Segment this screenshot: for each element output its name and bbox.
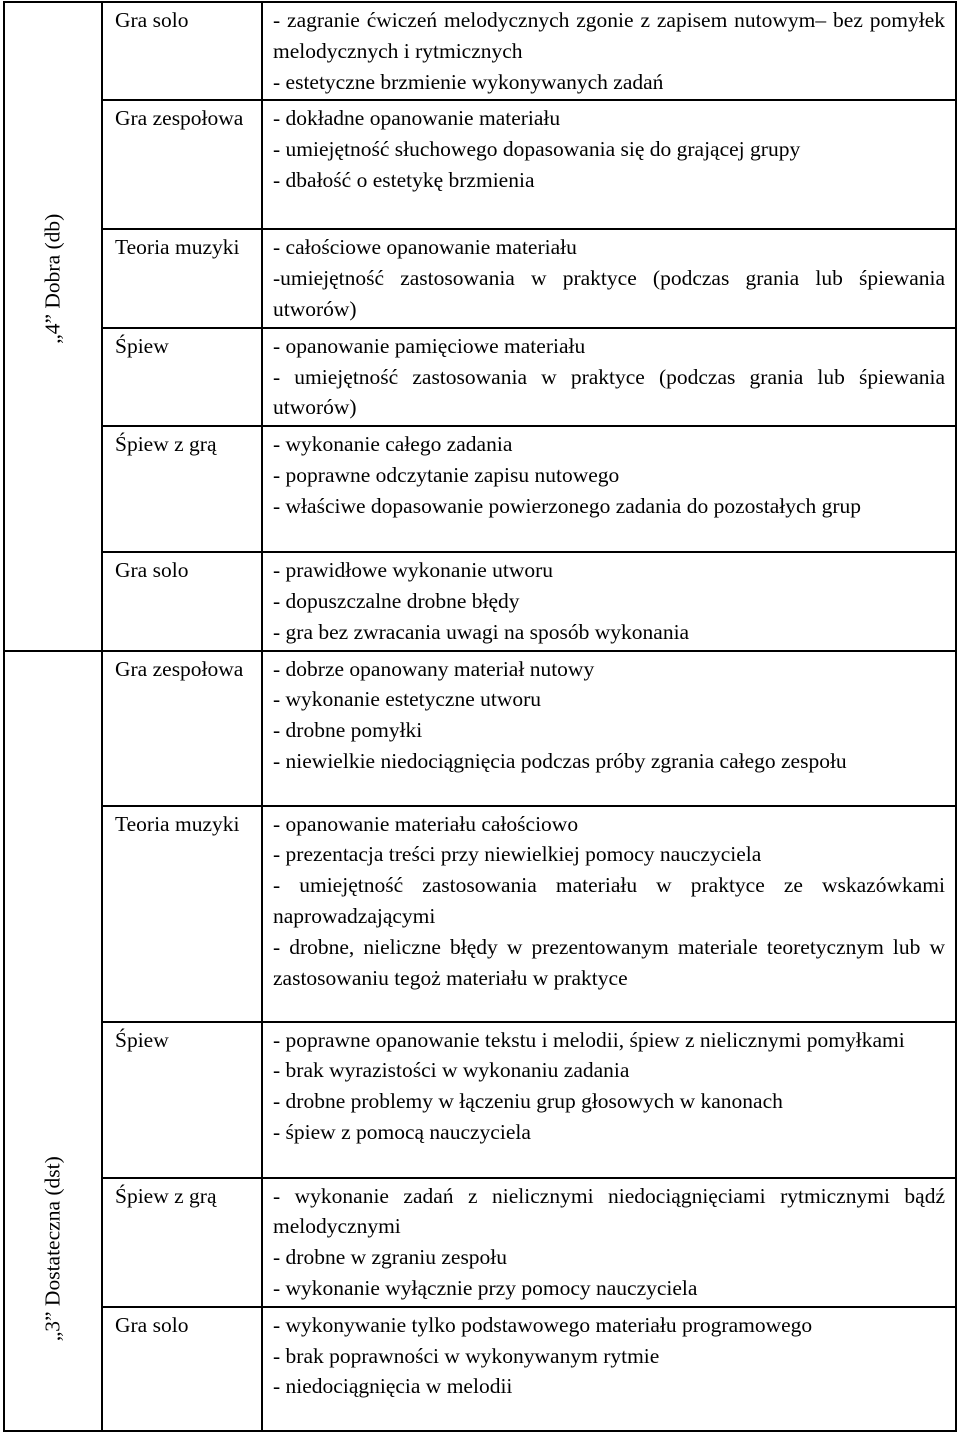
criteria-item: - drobne problemy w łączeniu grup głosowych w kanonach [273, 1089, 783, 1114]
criteria-item: - zagranie ćwiczeń melodycznych zgonie z zapisem nutowym– bez pomyłek melodycznych i rytmicznych [273, 8, 945, 63]
criteria-item: - drobne, nieliczne błędy w prezentowanym materiale teoretycznym lub w zastosowaniu tegoż materiału w praktyce [273, 934, 945, 990]
subject-cell: Gra zespołowa [102, 651, 262, 806]
table-row [4, 100, 956, 229]
criteria-item: - drobne w zgraniu zespołu [273, 1245, 508, 1270]
table-row [4, 1022, 956, 1178]
table-row [4, 229, 956, 327]
table-row [4, 426, 956, 552]
criteria-item: - wykonanie estetyczne utworu [273, 687, 542, 712]
table-row [4, 1307, 956, 1431]
table-row [4, 651, 956, 806]
criteria-item: - umiejętność słuchowego dopasowania się do grającej grupy [273, 137, 801, 162]
criteria-item: - niewielkie niedociągnięcia podczas próby zgrania całego zespołu [273, 748, 847, 773]
criteria-item: - brak poprawności w wykonywanym rytmie [273, 1343, 660, 1368]
criteria-item: - wykonywanie tylko podstawowego materiału programowego [273, 1312, 813, 1337]
subject-cell: Śpiew [102, 1022, 262, 1178]
criteria-cell [262, 1022, 956, 1178]
criteria-item: - gra bez zwracania uwagi na sposób wykonania [273, 619, 690, 644]
subject-cell: Gra solo [102, 552, 262, 650]
subject-cell: Gra zespołowa [102, 100, 262, 229]
criteria-cell [262, 806, 956, 1022]
grading-criteria-table [3, 1, 957, 1432]
criteria-cell [262, 1307, 956, 1431]
subject-cell: Śpiew z grą [102, 426, 262, 552]
criteria-item: - wykonanie całego zadania [273, 432, 513, 457]
table-row [4, 328, 956, 426]
criteria-item: - śpiew z pomocą nauczyciela [273, 1119, 531, 1144]
grade-label: „3” Dostateczna (dst) [40, 1156, 65, 1342]
criteria-item: - prawidłowe wykonanie utworu [273, 558, 554, 583]
criteria-item: - umiejętność zastosowania w praktyce (podczas grania lub śpiewania utworów) [273, 364, 945, 420]
criteria-item: - drobne pomyłki [273, 718, 423, 743]
criteria-cell [262, 552, 956, 650]
table-row [4, 1178, 956, 1307]
subject-cell: Teoria muzyki [102, 806, 262, 1022]
criteria-item: - wykonanie wyłącznie przy pomocy nauczyciela [273, 1275, 698, 1300]
subject-cell: Gra solo [102, 1307, 262, 1431]
criteria-item: - dokładne opanowanie materiału [273, 106, 561, 131]
criteria-item: - niedociągnięcia w melodii [273, 1374, 513, 1399]
criteria-item: - dopuszczalne drobne błędy [273, 588, 520, 613]
criteria-item: - brak wyrazistości w wykonaniu zadania [273, 1058, 630, 1083]
criteria-item: - całościowe opanowanie materiału [273, 235, 577, 260]
subject-cell: Gra solo [102, 2, 262, 100]
criteria-item: - poprawne odczytanie zapisu nutowego [273, 462, 620, 487]
subject-cell: Śpiew [102, 328, 262, 426]
table-row [4, 2, 956, 100]
table-row [4, 552, 956, 650]
criteria-cell [262, 100, 956, 229]
criteria-cell [262, 328, 956, 426]
criteria-item: - opanowanie pamięciowe materiału [273, 333, 586, 358]
grade-label: „4” Dobra (db) [40, 213, 65, 344]
grade-cell [4, 651, 102, 1431]
criteria-item: - opanowanie materiału całościowo [273, 811, 579, 836]
subject-cell: Teoria muzyki [102, 229, 262, 327]
criteria-cell [262, 229, 956, 327]
criteria-item: - poprawne opanowanie tekstu i melodii, śpiew z nielicznymi pomyłkami [273, 1027, 905, 1052]
criteria-cell [262, 2, 956, 100]
criteria-item: - dobrze opanowany materiał nutowy [273, 656, 595, 681]
criteria-item: - wykonanie zadań z nielicznymi niedociągnięciami rytmicznymi bądź melodycznymi [273, 1183, 945, 1239]
grade-cell [4, 2, 102, 651]
subject-cell: Śpiew z grą [102, 1178, 262, 1307]
criteria-item: - dbałość o estetykę brzmienia [273, 167, 535, 192]
criteria-cell [262, 651, 956, 806]
criteria-cell [262, 1178, 956, 1307]
criteria-item: - umiejętność zastosowania materiału w praktyce ze wskazówkami naprowadzającymi [273, 873, 945, 928]
criteria-item: - właściwe dopasowanie powierzonego zadania do pozostałych grup [273, 493, 862, 518]
criteria-item: - estetyczne brzmienie wykonywanych zadań [273, 69, 664, 94]
criteria-item: - prezentacja treści przy niewielkiej pomocy nauczyciela [273, 842, 762, 867]
criteria-item: -umiejętność zastosowania w praktyce (podczas grania lub śpiewania utworów) [273, 266, 945, 321]
criteria-cell [262, 426, 956, 552]
table-row [4, 806, 956, 1022]
